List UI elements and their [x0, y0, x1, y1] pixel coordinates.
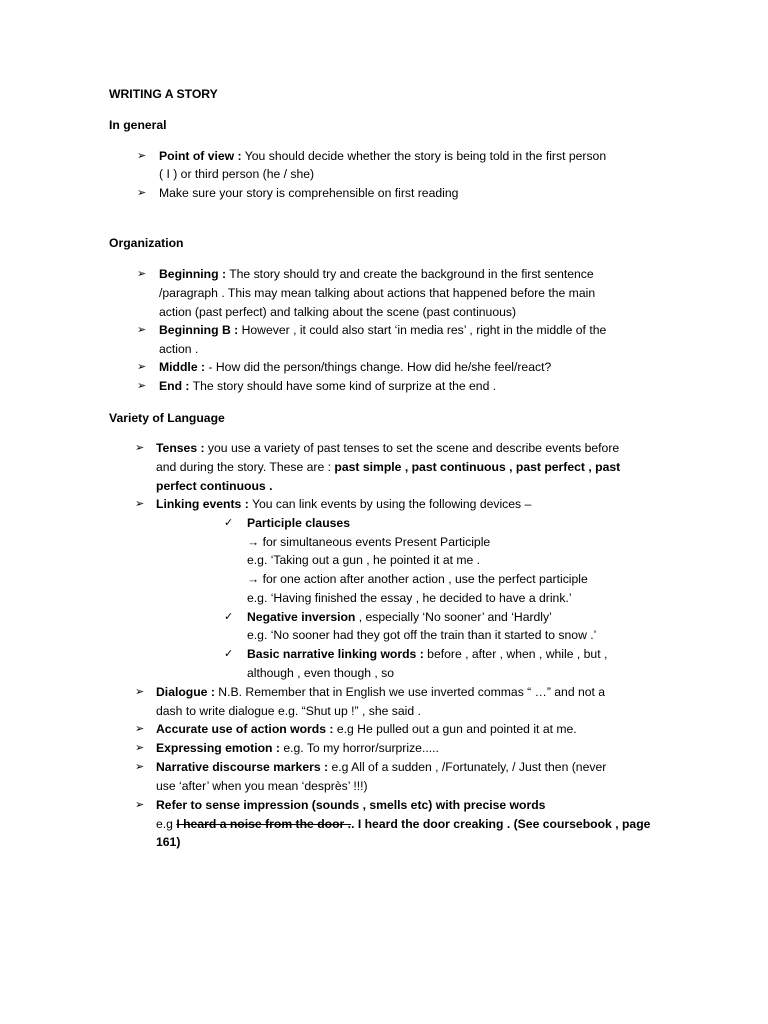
heading-variety-of-language: Variety of Language: [109, 411, 225, 425]
struck-example: I heard a noise from the door .: [176, 817, 352, 831]
participle-label: Participle clauses: [247, 516, 350, 530]
tenses-text: you use a variety of past tenses to set the scene and describe events before: [204, 441, 620, 455]
discourse-text-cont: use ‘after’ when you mean ‘desprès’ !!!): [156, 779, 368, 793]
pov-label: Point of view :: [159, 149, 242, 163]
point-of-view-item: [159, 149, 606, 163]
dialogue-text-cont: dash to write dialogue e.g. “Shut up !” , she said .: [156, 704, 421, 718]
participle-line: → for simultaneous events Present Participle: [247, 535, 491, 549]
middle-label: Middle :: [159, 360, 206, 374]
arrow-bullet-icon: ➢: [135, 442, 145, 454]
arrow-bullet-icon: ➢: [137, 150, 147, 162]
basic-text: before , after , when , while , but ,: [423, 647, 608, 661]
checkmark-icon: ✓: [224, 648, 234, 660]
tenses-list-cont: perfect continuous .: [156, 479, 273, 493]
negative-text: , especially ‘No sooner’ and ‘Hardly’: [355, 610, 552, 624]
basic-linking-item: [247, 647, 607, 661]
arrow-bullet-icon: ➢: [135, 742, 145, 754]
beginning-text: The story should try and create the background in the first sentence: [226, 267, 594, 281]
emotion-item: [156, 741, 439, 755]
action-label: Accurate use of action words :: [156, 722, 334, 736]
end-item: [159, 379, 496, 393]
action-text: e.g He pulled out a gun and pointed it at me.: [333, 722, 577, 736]
tenses-list: past simple , past continuous , past perfect , past: [331, 460, 621, 474]
arrow-bullet-icon: ➢: [135, 498, 145, 510]
action-words-item: [156, 722, 577, 736]
discourse-markers-item: [156, 760, 606, 774]
emotion-text: e.g. To my horror/surprize.....: [279, 741, 439, 755]
basic-text-cont: although , even though , so: [247, 666, 395, 680]
sense-eg: e.g: [156, 817, 177, 831]
arrow-bullet-icon: ➢: [137, 268, 147, 280]
arrow-bullet-icon: ➢: [135, 799, 145, 811]
pov-text-cont: ( I ) or third person (he / she): [159, 167, 315, 181]
comprehensible-item: Make sure your story is comprehensible on first reading: [159, 186, 459, 200]
linking-text: You can link events by using the following devices –: [248, 497, 532, 511]
heading-organization: Organization: [109, 236, 184, 250]
beginning-b-label: Beginning B :: [159, 323, 239, 337]
beginning-b-item: [159, 323, 606, 337]
sense-example: [156, 817, 650, 831]
sense-text: . I heard the door creaking . (See coursebook , page: [351, 817, 651, 831]
dialogue-label: Dialogue :: [156, 685, 215, 699]
sense-impression-item: Refer to sense impression (sounds , smells etc) with precise words: [156, 798, 546, 812]
arrow-bullet-icon: ➢: [135, 761, 145, 773]
page-title: WRITING A STORY: [109, 87, 218, 101]
negative-inversion-item: [247, 610, 552, 624]
arrow-bullet-icon: ➢: [137, 187, 147, 199]
end-text: The story should have some kind of surprize at the end .: [189, 379, 497, 393]
tenses-text-cont: [156, 460, 620, 474]
checkmark-icon: ✓: [224, 611, 234, 623]
negative-label: Negative inversion: [247, 610, 356, 624]
participle-line: e.g. ‘Having finished the essay , he decided to have a drink.’: [247, 591, 572, 605]
heading-in-general: In general: [109, 118, 167, 132]
beginning-label: Beginning :: [159, 267, 227, 281]
participle-line: → for one action after another action , use the perfect participle: [247, 572, 588, 586]
tenses-item: [156, 441, 619, 455]
sense-text-cont: 161): [156, 835, 181, 849]
arrow-bullet-icon: ➢: [137, 324, 147, 336]
tenses-label: Tenses :: [156, 441, 205, 455]
dialogue-text: N.B. Remember that in English we use inverted commas “ …” and not a: [214, 685, 606, 699]
emotion-label: Expressing emotion :: [156, 741, 280, 755]
arrow-bullet-icon: ➢: [135, 723, 145, 735]
beginning-b-text-cont: action .: [159, 342, 199, 356]
middle-item: [159, 360, 551, 374]
tenses-text2: and during the story. These are :: [156, 460, 332, 474]
arrow-bullet-icon: ➢: [137, 361, 147, 373]
dialogue-item: [156, 685, 605, 699]
checkmark-icon: ✓: [224, 517, 234, 529]
arrow-bullet-icon: ➢: [137, 380, 147, 392]
discourse-text: e.g All of a sudden , /Fortunately, / Just then (never: [328, 760, 607, 774]
beginning-text-cont: /paragraph . This may mean talking about actions that happened before the main: [159, 286, 596, 300]
discourse-label: Narrative discourse markers :: [156, 760, 329, 774]
middle-text: - How did the person/things change. How did he/she feel/react?: [205, 360, 552, 374]
linking-label: Linking events :: [156, 497, 249, 511]
arrow-bullet-icon: ➢: [135, 686, 145, 698]
negative-example: e.g. ‘No sooner had they got off the train than it started to snow .’: [247, 628, 597, 642]
participle-line: e.g. ‘Taking out a gun , he pointed it at me .: [247, 553, 481, 567]
beginning-b-text: However , it could also start ‘in media res’ , right in the middle of the: [238, 323, 607, 337]
beginning-item: [159, 267, 594, 281]
basic-label: Basic narrative linking words :: [247, 647, 424, 661]
pov-text: You should decide whether the story is being told in the first person: [241, 149, 607, 163]
beginning-text-cont: action (past perfect) and talking about the scene (past continuous): [159, 305, 517, 319]
linking-item: [156, 497, 531, 511]
end-label: End :: [159, 379, 190, 393]
